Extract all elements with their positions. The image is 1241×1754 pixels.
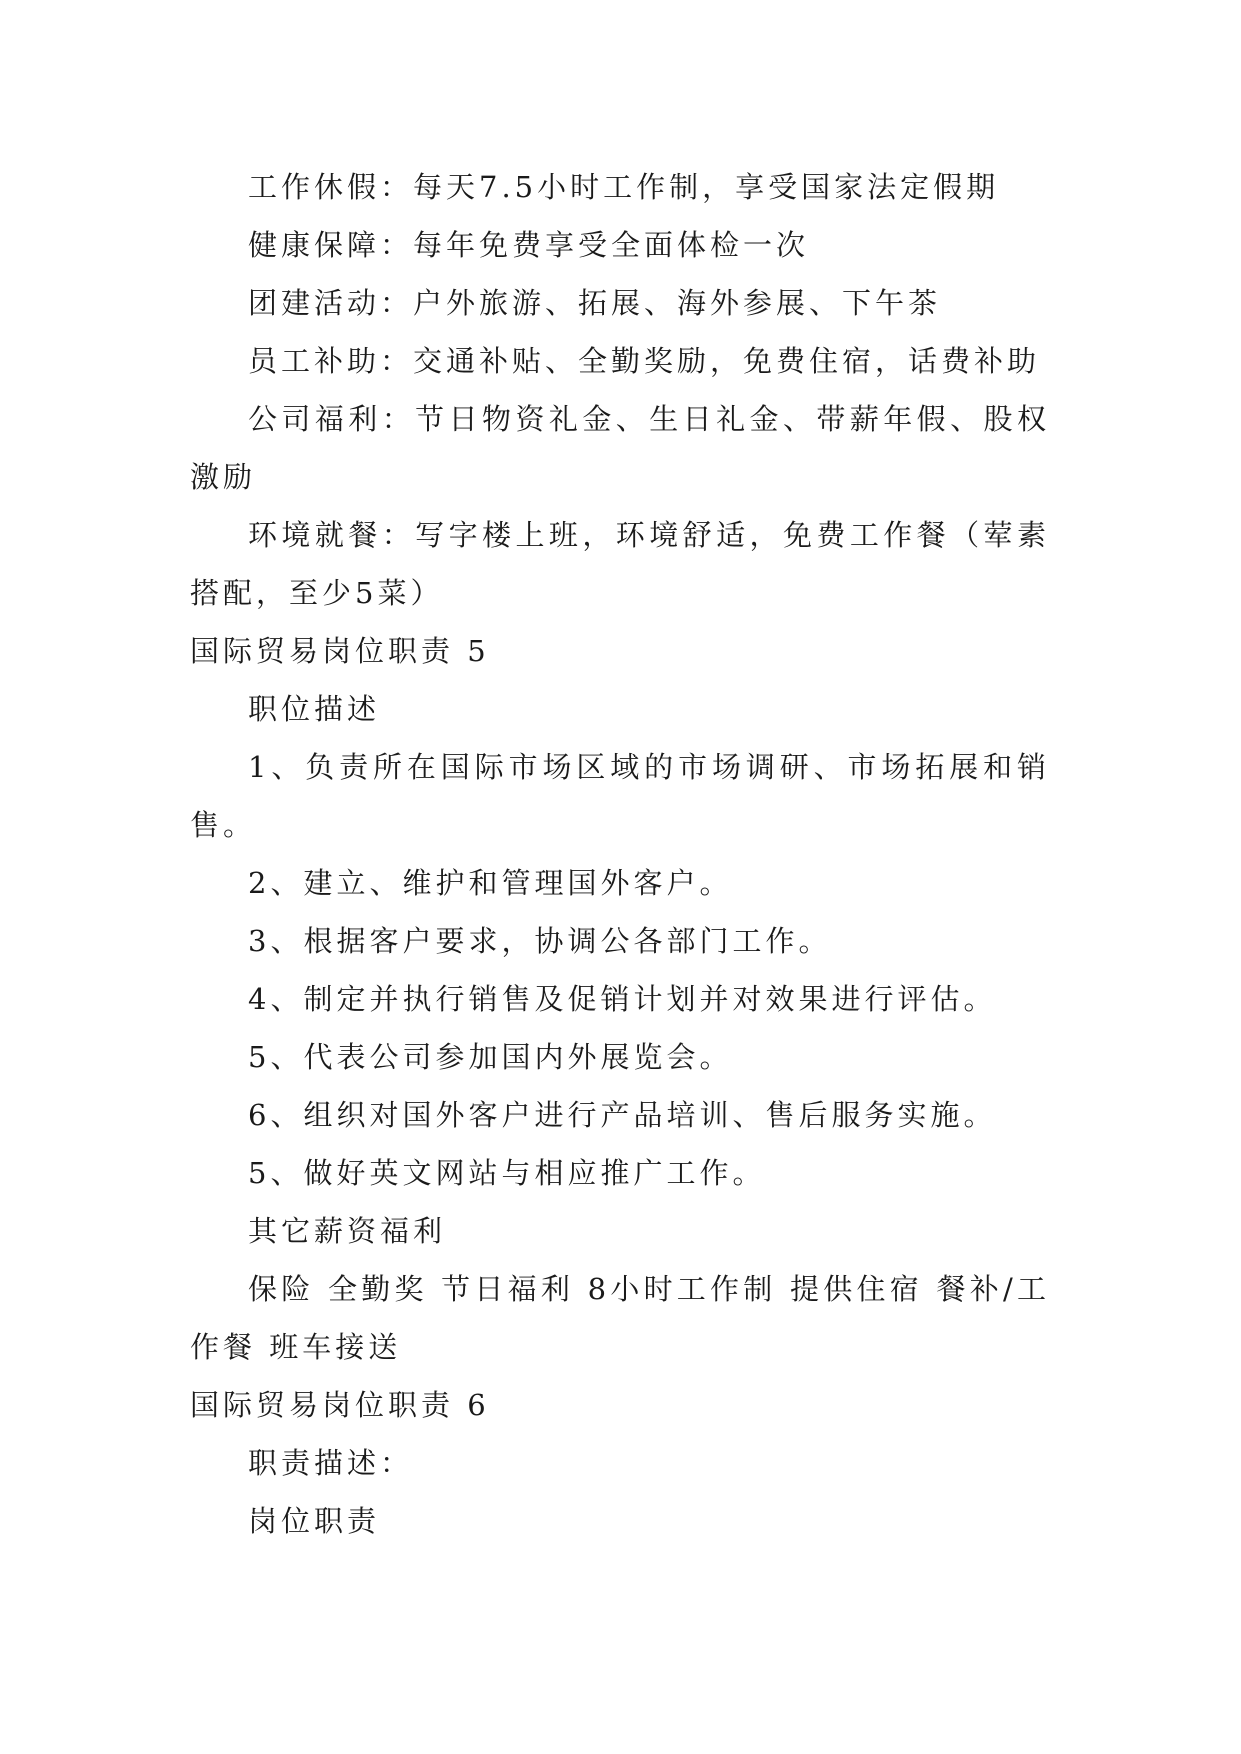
list-item-duty-6: 6、组织对国外客户进行产品培训、售后服务实施。: [248, 1098, 997, 1132]
list-item-duty-5: 5、代表公司参加国内外展览会。: [248, 1040, 733, 1074]
section-heading-6: 国际贸易岗位职责 6: [190, 1388, 490, 1422]
list-item-duty-7: 5、做好英文网站与相应推广工作。: [248, 1156, 766, 1190]
subheading-job-responsibilities: 岗位职责: [248, 1504, 381, 1538]
list-item-duty-4: 4、制定并执行销售及促销计划并对效果进行评估。: [248, 982, 997, 1016]
document-body: [190, 158, 1050, 1550]
paragraph-team-building: 团建活动：户外旅游、拓展、海外参展、下午茶: [248, 286, 942, 320]
list-item-duty-1: 1、负责所在国际市场区域的市场调研、市场拓展和销售。: [190, 750, 1050, 842]
paragraph-allowance: 员工补助：交通补贴、全勤奖励，免费住宿，话费补助: [248, 344, 1041, 378]
section-heading-5: 国际贸易岗位职责 5: [190, 634, 490, 668]
paragraph-company-benefits: 公司福利：节日物资礼金、生日礼金、带薪年假、股权激励: [190, 402, 1050, 494]
paragraph-work-leave: 工作休假：每天7.5小时工作制，享受国家法定假期: [248, 170, 1000, 204]
subheading-job-description: 职位描述: [248, 692, 381, 726]
list-item-duty-3: 3、根据客户要求，协调公各部门工作。: [248, 924, 832, 958]
paragraph-environment-meals: 环境就餐：写字楼上班，环境舒适，免费工作餐（荤素搭配，至少5菜）: [190, 518, 1050, 610]
subheading-other-benefits: 其它薪资福利: [248, 1214, 447, 1248]
paragraph-benefits-list: 保险 全勤奖 节日福利 8小时工作制 提供住宿 餐补/工作餐 班车接送: [190, 1272, 1050, 1364]
subheading-duty-description: 职责描述：: [248, 1446, 414, 1480]
paragraph-health: 健康保障：每年免费享受全面体检一次: [248, 228, 810, 262]
list-item-duty-2: 2、建立、维护和管理国外客户。: [248, 866, 733, 900]
